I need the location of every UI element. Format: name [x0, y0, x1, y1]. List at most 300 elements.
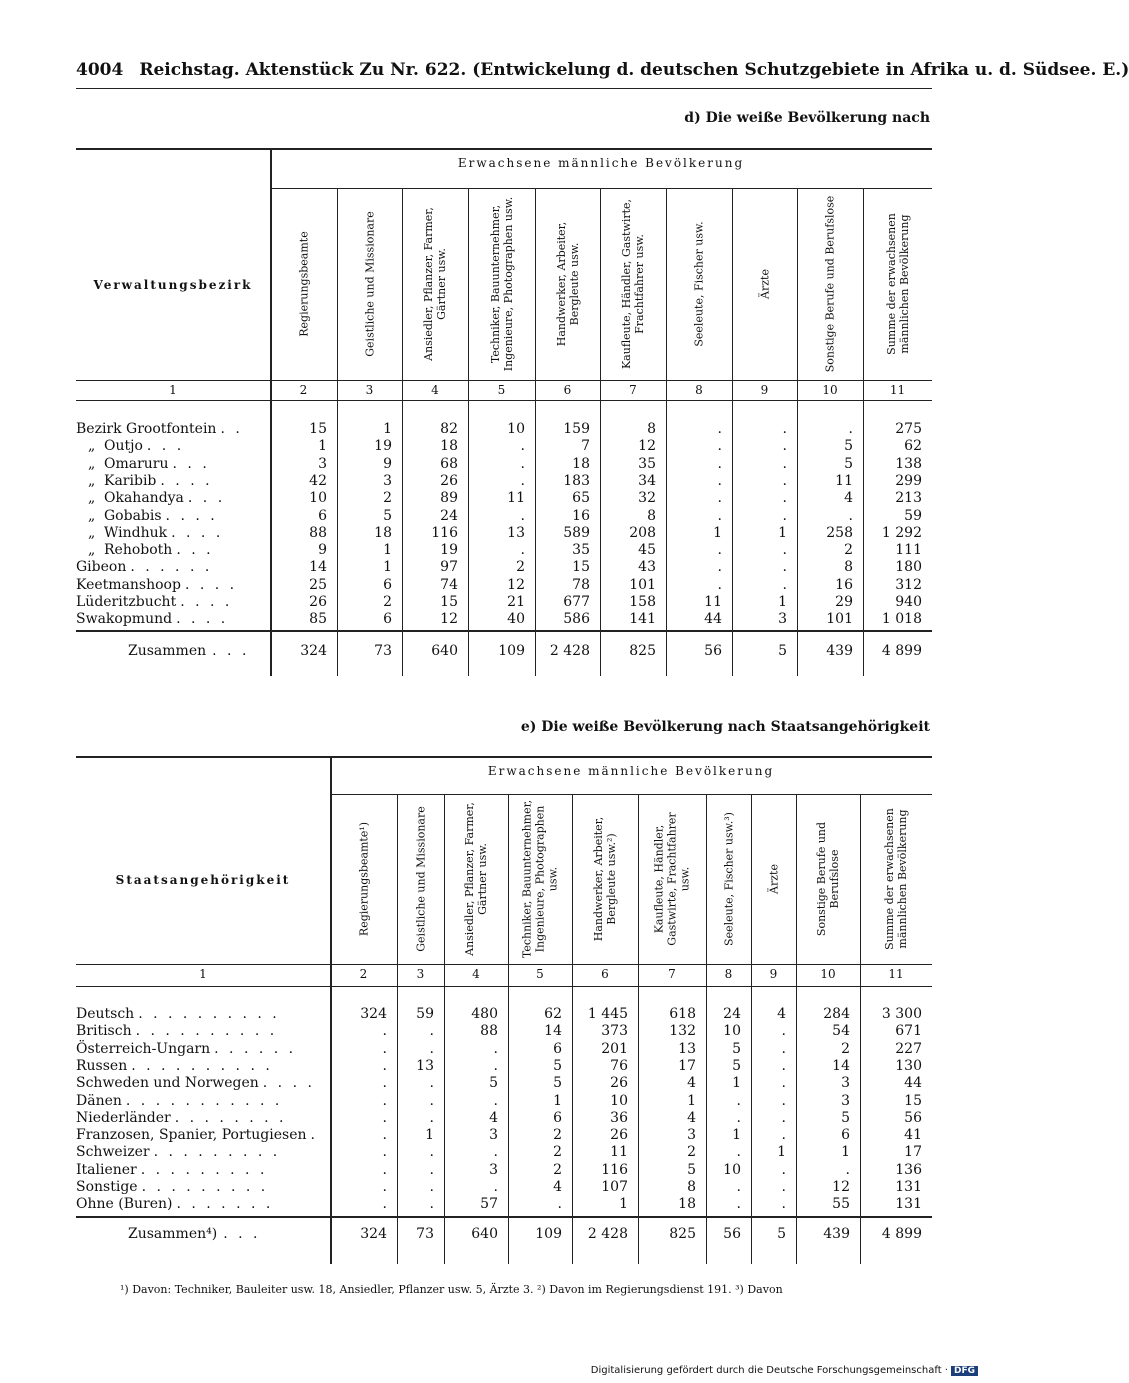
leader-dots: . . . . . . [130, 559, 213, 576]
leader-dots: . . . . [171, 524, 224, 541]
column-header [751, 796, 796, 962]
table-cell: 6 [318, 507, 327, 524]
ditto-mark: „ [88, 455, 96, 472]
row-header: Staatsangehörigkeit [115, 873, 291, 887]
table-cell: . [382, 1092, 387, 1109]
row-label-text: Ohne (Buren) [76, 1196, 173, 1213]
table-cell: 940 [895, 594, 922, 610]
table-cell: . [781, 1040, 786, 1057]
table-cell: . [429, 1179, 434, 1195]
table-cell: . [781, 1057, 786, 1074]
table-cell: . [429, 1040, 434, 1057]
table-cell: 1 [778, 594, 787, 610]
table-cell: 618 [669, 1006, 696, 1022]
table-cell: 5 [844, 455, 853, 472]
table-cell: 40 [507, 611, 525, 628]
footnote: ¹) Davon: Techniker, Bauleiter usw. 18, Ansiedler, Pflanzer usw. 5, Ärzte 3. ²) Davon im Regierungsdienst 191. ³) Davon [120, 1283, 783, 1296]
table-top-rule [76, 756, 932, 758]
page-header [76, 60, 1129, 80]
row-label-text: Sonstige [76, 1179, 138, 1195]
row-label-text: Niederländer [76, 1109, 171, 1126]
column-header [796, 796, 860, 962]
table-cell: . [782, 455, 787, 472]
table-cell: 201 [601, 1040, 628, 1057]
table-cell: 97 [440, 559, 458, 576]
table-cell: 208 [629, 524, 656, 541]
leader-dots: . . . . . . . . . . . [125, 1092, 283, 1109]
leader-dots: . . . . . . . . . [141, 1179, 269, 1195]
total-cell: 109 [535, 1226, 562, 1242]
span-title-rule [270, 188, 932, 189]
column-header [535, 190, 600, 378]
column-header-label: Kaufleute, Händler, Gastwirte, Frachtfahrer usw. [652, 812, 692, 946]
table-cell: 3 [489, 1127, 498, 1144]
row-label-text: Bezirk Grootfontein [76, 421, 217, 437]
table-cell: 6 [841, 1127, 850, 1144]
table-cell: . [493, 1040, 498, 1057]
table-cell: . [717, 507, 722, 524]
table-cell: 36 [610, 1109, 628, 1126]
table-cell: 101 [629, 576, 656, 593]
table-cell: 18 [440, 438, 458, 455]
table-cell: 19 [440, 542, 458, 559]
credit-text: Digitalisierung gefördert durch die Deutsche Forschungsgemeinschaft · [590, 1365, 948, 1376]
total-cell: 2 428 [549, 643, 590, 659]
column-number: 6 [601, 967, 609, 981]
table-cell: 10 [723, 1023, 741, 1040]
table-cell: 12 [507, 576, 525, 593]
column-number: 1 [199, 967, 207, 981]
table-cell: 138 [895, 455, 922, 472]
column-header [468, 190, 535, 378]
table-cell: 213 [895, 490, 922, 507]
table-cell: 5 [732, 1057, 741, 1074]
table-cell: 5 [553, 1075, 562, 1092]
table-cell: . [382, 1109, 387, 1126]
table-cell: 26 [440, 472, 458, 489]
table-cell: 65 [572, 490, 590, 507]
table-cell: 12 [832, 1179, 850, 1195]
table-cell: . [782, 472, 787, 489]
table-cell: 43 [638, 559, 656, 576]
total-label-text: Zusammen [128, 643, 207, 659]
leader-dots: . . . . [262, 1075, 315, 1092]
table-cell: 26 [610, 1075, 628, 1092]
table-cell: 141 [629, 611, 656, 628]
column-number: 4 [472, 967, 480, 981]
table-cell: 6 [553, 1109, 562, 1126]
leader-dots: . . . [212, 643, 250, 659]
table-cell: 183 [563, 472, 590, 489]
row-label-text: Keetmanshoop [76, 576, 181, 593]
leader-dots: . . . [146, 438, 185, 455]
table-cell: . [848, 507, 853, 524]
leader-dots: . . . . . . . [176, 1196, 274, 1213]
column-header [337, 190, 402, 378]
table-cell: 2 [553, 1144, 562, 1161]
table-cell: 19 [374, 438, 392, 455]
column-number: 10 [820, 967, 836, 981]
column-header-label: Ansiedler, Pflanzer, Farmer, Gärtner usw. [422, 207, 448, 361]
table-e-subtitle: e) Die weiße Bevölkerung nach Staatsangehörigkeit [520, 719, 930, 735]
column-number: 10 [822, 383, 838, 397]
column-header-label: Techniker, Bauunternehmer, Ingenieure, Photographen usw. [520, 799, 560, 959]
table-top-rule [76, 148, 932, 150]
table-cell: 677 [563, 594, 590, 610]
total-rule [76, 1216, 932, 1218]
column-header-label: Techniker, Bauunternehmer, Ingenieure, Photographen usw. [488, 196, 515, 372]
table-cell: 1 [687, 1092, 696, 1109]
row-label [76, 1005, 324, 1023]
table-cell: 56 [904, 1109, 922, 1126]
row-label-text: Gibeon [76, 559, 127, 576]
row-label [76, 558, 264, 576]
column-header-label: Seeleute, Fischer usw. [692, 221, 706, 347]
table-cell: 44 [704, 611, 722, 628]
table-cell: 85 [309, 611, 327, 628]
column-header-label: Kaufleute, Händler, Gastwirte, Frachtfahrer usw. [620, 198, 646, 370]
table-cell: 25 [309, 576, 327, 593]
table-cell: 74 [440, 576, 458, 593]
table-cell: . [429, 1196, 434, 1213]
table-cell: 6 [383, 576, 392, 593]
table-cell: . [493, 1092, 498, 1109]
table-cell: . [429, 1144, 434, 1161]
table-cell: 1 018 [881, 611, 922, 628]
table-cell: 589 [563, 524, 590, 541]
table-cell: . [717, 472, 722, 489]
page-number: 4004 [76, 60, 124, 80]
row-label [88, 455, 264, 473]
row-label [88, 472, 264, 490]
table-cell: . [781, 1196, 786, 1213]
table-cell: 130 [895, 1057, 922, 1074]
table-cell: . [382, 1057, 387, 1074]
row-label [76, 1022, 324, 1040]
column-number: 7 [668, 967, 676, 981]
table-cell: 59 [904, 507, 922, 524]
table-cell: . [382, 1196, 387, 1213]
row-label [76, 1195, 324, 1213]
leader-dots: . . . . . . . . . [153, 1144, 281, 1161]
row-label-text: Omaruru [104, 455, 169, 472]
table-cell: 671 [895, 1023, 922, 1040]
table-cell: 480 [471, 1006, 498, 1022]
table-cell: 1 [383, 559, 392, 576]
table-cell: 13 [416, 1057, 434, 1074]
table-cell: 4 [553, 1179, 562, 1195]
column-number: 2 [299, 383, 308, 397]
leader-dots: . . . . . . . . . . [131, 1057, 273, 1074]
table-cell: 3 [318, 455, 327, 472]
table-cell: . [717, 542, 722, 559]
table-cell: 136 [895, 1161, 922, 1178]
ditto-mark: „ [88, 472, 96, 489]
table-cell: 10 [610, 1092, 628, 1109]
total-label [128, 1225, 324, 1243]
table-cell: 59 [416, 1006, 434, 1022]
table-cell: . [717, 421, 722, 437]
table-cell: . [736, 1109, 741, 1126]
column-number: 8 [695, 383, 703, 397]
table-cell: 2 [553, 1127, 562, 1144]
header-rule [76, 88, 932, 89]
column-header [638, 796, 706, 962]
leader-dots: . . . [176, 542, 214, 559]
table-cell: . [717, 490, 722, 507]
leader-dots: . . . . . . [214, 1040, 297, 1057]
table-cell: 5 [489, 1075, 498, 1092]
table-cell: . [736, 1179, 741, 1195]
column-number-rule-top [76, 964, 932, 965]
table-cell: 2 [553, 1161, 562, 1178]
table-cell: 284 [823, 1006, 850, 1022]
ditto-mark: „ [88, 490, 96, 507]
total-cell: 56 [723, 1226, 741, 1242]
table-cell: . [781, 1161, 786, 1178]
table-cell: 82 [440, 421, 458, 437]
table-cell: . [782, 438, 787, 455]
table-cell: . [429, 1023, 434, 1040]
table-cell: 1 445 [587, 1006, 628, 1022]
span-title: Erwachsene männliche Bevölkerung [457, 156, 745, 170]
table-cell: 1 [713, 524, 722, 541]
table-cell: . [781, 1092, 786, 1109]
table-cell: 68 [440, 455, 458, 472]
total-cell: 640 [471, 1226, 498, 1242]
row-label-text: Lüderitzbucht [76, 594, 177, 610]
table-cell: 24 [440, 507, 458, 524]
row-header: Verwaltungsbezirk [93, 278, 253, 292]
table-cell: 116 [601, 1161, 628, 1178]
leader-dots: . . . . . . . . . . [135, 1023, 278, 1040]
row-label-text: Schweden und Norwegen [76, 1075, 259, 1092]
table-cell: . [520, 507, 525, 524]
column-number: 9 [769, 967, 778, 981]
column-number: 5 [536, 967, 544, 981]
column-header [330, 796, 397, 962]
table-cell: 312 [895, 576, 922, 593]
row-label [76, 576, 264, 594]
leader-dots: . . . . . . . . [174, 1109, 287, 1126]
table-cell: 2 [844, 542, 853, 559]
column-header-label: Summe der erwachsenen männlichen Bevölkerung [884, 213, 911, 355]
table-cell: 12 [440, 611, 458, 628]
table-cell: 10 [309, 490, 327, 507]
total-cell: 4 899 [881, 643, 922, 659]
table-cell: . [717, 438, 722, 455]
row-label [76, 1161, 324, 1179]
total-cell: 5 [778, 643, 787, 659]
row-label [88, 524, 264, 542]
table-cell: . [848, 421, 853, 437]
table-cell: 14 [544, 1023, 562, 1040]
row-label-text: Österreich-Ungarn [76, 1040, 211, 1057]
column-number: 11 [888, 967, 904, 981]
table-cell: 18 [678, 1196, 696, 1213]
total-cell: 324 [300, 643, 327, 659]
row-label-text: Windhuk [104, 524, 168, 541]
table-cell: . [782, 542, 787, 559]
table-cell: . [493, 1057, 498, 1074]
row-label-text: Italiener [76, 1161, 137, 1178]
table-cell: . [520, 438, 525, 455]
column-number: 7 [629, 383, 637, 397]
table-cell: 299 [895, 472, 922, 489]
table-cell: . [520, 542, 525, 559]
column-number: 4 [431, 383, 439, 397]
row-label-text: Swakopmund [76, 611, 173, 628]
table-cell: 18 [374, 524, 392, 541]
table-cell: . [382, 1040, 387, 1057]
total-cell: 5 [777, 1226, 786, 1242]
table-cell: . [717, 576, 722, 593]
table-cell: 78 [572, 576, 590, 593]
table-cell: 5 [732, 1040, 741, 1057]
table-cell: . [782, 507, 787, 524]
table-cell: 14 [309, 559, 327, 576]
column-header-label: Sonstige Berufe und Berufslose [815, 821, 841, 937]
column-header-label: Regierungsbeamte [297, 231, 310, 337]
total-cell: 4 899 [881, 1226, 922, 1242]
table-cell: 15 [440, 594, 458, 610]
row-label [88, 507, 264, 525]
table-cell: 132 [669, 1023, 696, 1040]
table-cell: 44 [904, 1075, 922, 1092]
row-label [76, 1040, 324, 1058]
table-cell: 158 [629, 594, 656, 610]
table-cell: 4 [687, 1075, 696, 1092]
leader-dots: . . . [223, 1226, 261, 1242]
total-cell: 324 [360, 1226, 387, 1242]
column-header [270, 190, 337, 378]
table-cell: 5 [844, 438, 853, 455]
table-cell: 18 [572, 455, 590, 472]
table-cell: 13 [678, 1040, 696, 1057]
table-cell: 8 [647, 421, 656, 437]
table-cell: 55 [832, 1196, 850, 1213]
column-header [600, 190, 666, 378]
leader-dots: . . . . [184, 576, 238, 593]
column-header [397, 796, 444, 962]
table-cell: . [782, 559, 787, 576]
table-cell: . [382, 1075, 387, 1092]
table-cell: 11 [507, 490, 525, 507]
table-cell: 1 [841, 1144, 850, 1161]
row-label-text: Franzosen, Spanier, Portugiesen [76, 1127, 307, 1144]
table-cell: 41 [904, 1127, 922, 1144]
leader-dots: . . . [187, 490, 226, 507]
column-number: 11 [889, 383, 906, 397]
span-title-rule [330, 794, 932, 795]
ditto-mark: „ [88, 438, 96, 455]
column-number: 9 [760, 383, 769, 397]
table-cell: 5 [553, 1057, 562, 1074]
table-cell: 4 [844, 490, 853, 507]
total-label [128, 642, 264, 660]
table-cell: 16 [835, 576, 853, 593]
ditto-mark: „ [88, 524, 96, 541]
column-header [706, 796, 751, 962]
table-cell: 5 [841, 1109, 850, 1126]
table-cell: 5 [687, 1161, 696, 1178]
table-cell: 10 [723, 1161, 741, 1178]
total-cell: 825 [629, 643, 656, 659]
table-cell: . [429, 1075, 434, 1092]
table-cell: 12 [638, 438, 656, 455]
total-cell: 439 [823, 1226, 850, 1242]
table-cell: . [382, 1127, 387, 1144]
table-cell: 116 [431, 524, 458, 541]
table-cell: 2 [841, 1040, 850, 1057]
table-cell: 76 [610, 1057, 628, 1074]
table-cell: 227 [895, 1040, 922, 1057]
column-header [797, 190, 863, 378]
column-header-label: Ärzte [758, 269, 771, 299]
table-cell: 9 [383, 455, 392, 472]
leader-dots: . . . . [176, 611, 229, 628]
table-cell: 8 [647, 507, 656, 524]
leader-dots: . [310, 1127, 318, 1144]
table-cell: 4 [777, 1006, 786, 1022]
row-label-text: Karibib [104, 472, 157, 489]
table-cell: 111 [895, 542, 922, 559]
leader-dots: . . . [172, 455, 210, 472]
column-header [863, 190, 932, 378]
table-cell: 1 [383, 421, 392, 437]
column-number: 3 [416, 967, 425, 981]
table-cell: 15 [572, 559, 590, 576]
table-cell: . [382, 1023, 387, 1040]
row-label-text: Deutsch [76, 1006, 135, 1022]
row-label-text: Schweizer [76, 1144, 150, 1161]
table-cell: . [781, 1023, 786, 1040]
table-cell: 107 [601, 1179, 628, 1195]
table-cell: 6 [553, 1040, 562, 1057]
table-cell: 1 [553, 1092, 562, 1109]
table-cell: . [520, 472, 525, 489]
table-cell: 1 292 [881, 524, 922, 541]
row-label-text: Dänen [76, 1092, 122, 1109]
table-cell: 10 [507, 421, 525, 437]
row-label [76, 1074, 324, 1092]
table-cell: . [429, 1161, 434, 1178]
table-cell: 11 [835, 472, 853, 489]
table-cell: 26 [610, 1127, 628, 1144]
table-cell: 180 [895, 559, 922, 576]
total-cell: 2 428 [587, 1226, 628, 1242]
table-cell: 17 [904, 1144, 922, 1161]
table-cell: 6 [383, 611, 392, 628]
leader-dots: . . . . [165, 507, 218, 524]
column-number-rule-bottom [76, 986, 932, 987]
table-cell: 3 [778, 611, 787, 628]
column-header [508, 796, 572, 962]
table-cell: . [736, 1196, 741, 1213]
table-cell: 131 [895, 1196, 922, 1213]
row-label-text: Rehoboth [104, 542, 173, 559]
column-header-label: Handwerker, Arbeiter, Bergleute usw. [554, 221, 581, 347]
column-header-label: Ansiedler, Pflanzer, Farmer, Gärtner usw. [463, 802, 489, 956]
table-cell: 2 [516, 559, 525, 576]
table-cell: 275 [895, 421, 922, 437]
table-cell: 26 [309, 594, 327, 610]
table-cell: 34 [638, 472, 656, 489]
total-cell: 56 [704, 643, 722, 659]
table-cell: 9 [318, 542, 327, 559]
table-cell: 57 [480, 1196, 498, 1213]
table-cell: 24 [723, 1006, 741, 1022]
